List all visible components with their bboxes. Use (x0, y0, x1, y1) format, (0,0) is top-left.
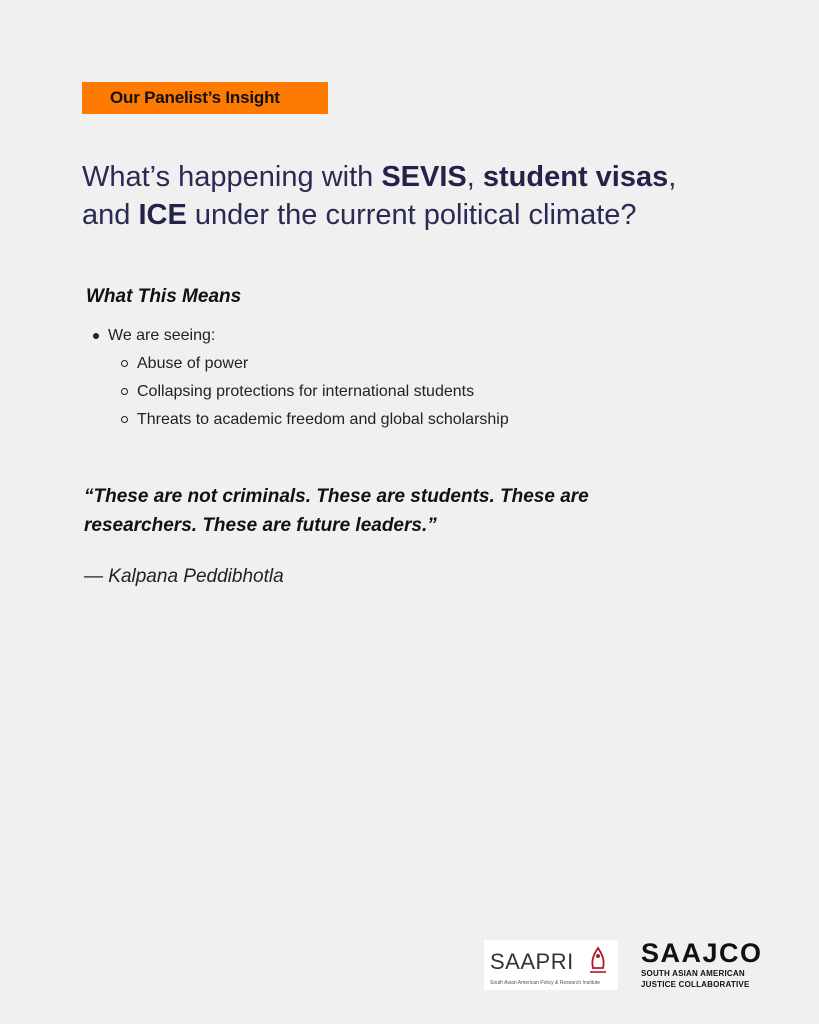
headline-text: under the current political climate? (186, 199, 637, 231)
list-item: We are seeing: (86, 325, 509, 353)
headline-text: What’s happening with (82, 161, 382, 193)
lamp-icon (587, 946, 609, 976)
quote-line: “These are not criminals. These are students. These are (84, 486, 589, 507)
quote-attribution: — Kalpana Peddibhotla (84, 566, 284, 587)
sub-list-item: Threats to academic freedom and global scholarship (86, 409, 509, 437)
headline-bold: ICE (138, 199, 187, 231)
saapri-logo-name: SAAPRI (490, 949, 574, 974)
saapri-logo-subtitle: South Asian American Policy & Research Institute (490, 980, 601, 986)
saajco-logo-line: SOUTH ASIAN AMERICAN (641, 969, 745, 978)
headline-bold: student visas (482, 161, 669, 193)
sub-list-item: Collapsing protections for international students (86, 381, 509, 409)
saajco-logo-name: SAAJCO (641, 938, 763, 968)
saapri-logo (484, 940, 618, 990)
quote-line: researchers. These are future leaders.” (84, 515, 437, 536)
saajco-logo-line: JUSTICE COLLABORATIVE (641, 980, 750, 989)
sub-list-item: Abuse of power (86, 353, 509, 381)
bullet-list (86, 325, 509, 437)
headline-text: and (82, 199, 139, 231)
section-tag (82, 82, 328, 114)
headline (82, 158, 762, 234)
section-title: What This Means (86, 286, 242, 307)
quote (84, 482, 724, 540)
headline-text: , (466, 161, 483, 193)
headline-bold: SEVIS (381, 161, 467, 193)
saajco-logo (641, 938, 761, 990)
section-tag-label: Our Panelist’s Insight (110, 88, 280, 107)
headline-text: , (668, 161, 677, 193)
